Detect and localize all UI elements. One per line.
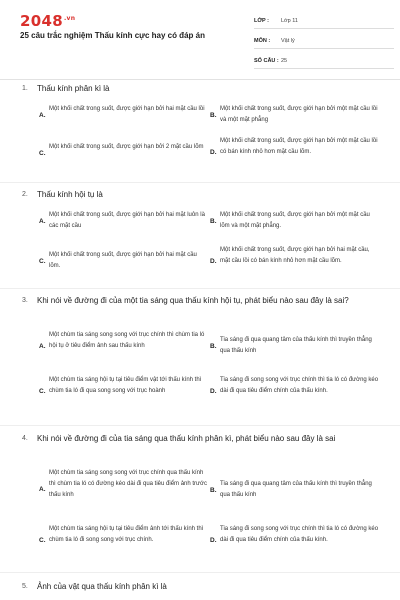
option-label: D. [210,388,217,395]
meta-row-class [254,14,394,29]
document-meta [254,14,394,74]
question-header [22,432,392,445]
question-2 [22,188,392,269]
option-text: Một khối chất trong suốt, được giới hạn bởi một mặt cầu lồi và một mặt phẳng [220,106,378,123]
option-label: A. [39,343,46,350]
option-text: Tia sáng đi song song với trục chính thì tia ló có đường kéo dài đi qua tiêu điểm chính của thấu kính. [220,526,379,543]
question-number: 2. [22,191,28,198]
question-divider [0,288,400,289]
option-label: D. [210,258,217,265]
option-label: B. [210,112,217,119]
option-label: A. [39,486,46,493]
meta-key: SỐ CÂU : [254,58,279,64]
question-5 [22,580,392,593]
meta-key: LỚP : [254,18,269,24]
header-divider [0,79,400,80]
option-text: Một chùm tia sáng song song với trục chính qua thấu kính thì chùm tia ló có đường kéo dài đi qua tiêu điểm ảnh trước thấu kính [49,470,207,498]
question-text: Khi nói về đường đi của tia sáng qua thấu kính phân kì, phát biểu nào sau đây là sai [37,434,336,443]
meta-value: Lớp 11 [281,18,298,24]
question-header [22,294,392,307]
question-1 [22,82,392,157]
option-text: Một chùm tia sáng hội tụ tại tiêu điểm vật tới thấu kính thì chùm tia ló đi qua song song với trục hoành [49,377,202,394]
option-label: B. [210,343,217,350]
option-text: Một chùm tia sáng hội tụ tại tiêu điểm ảnh tới thấu kính thì chùm tia ló đi song song với trục chính. [49,526,204,543]
option-label: B. [210,218,217,225]
question-4 [22,432,392,544]
question-number: 4. [22,435,28,442]
question-text: Ảnh của vật qua thấu kính phân kì là [37,582,167,591]
question-divider [0,572,400,573]
question-divider [0,425,400,426]
question-header [22,580,392,593]
option-label: C. [39,388,46,395]
question-number: 5. [22,583,28,590]
option-label: A. [39,218,46,225]
document-header [0,0,400,78]
option-text: Một khối chất trong suốt, được giới hạn bởi 2 mặt cầu lõm [49,144,204,150]
option-text: Một khối chất trong suốt, được giới hạn bởi một mặt cầu lồi có bán kính nhỏ hơn mặt cầu lõm. [220,138,378,155]
option-text: Một khối chất trong suốt, được giới hạn bởi hai mặt cầu lõm. [49,252,197,269]
question-header [22,82,392,95]
option-text: Tia sáng đi qua quang tâm của thấu kính thì truyền thẳng qua thấu kính [220,337,372,354]
option-label: B. [210,487,217,494]
document-title: 25 câu trắc nghiệm Thấu kính cực hay có đáp án [20,31,205,40]
question-3 [22,294,392,395]
option-text: Một chùm tia sáng song song với trục chính thì chùm tia ló hội tụ ở tiêu điểm ảnh sau thấu kính [49,332,205,349]
option-label: C. [39,150,46,157]
option-text: Một khối chất trong suốt, được giới hạn bởi hai mặt cầu lồi [49,106,205,112]
option-label: C. [39,537,46,544]
question-divider [0,182,400,183]
meta-value: 25 [281,58,288,64]
question-number: 1. [22,85,28,92]
question-text: Thấu kính hội tụ là [37,190,103,199]
meta-value: Vật lý [281,38,295,44]
option-label: D. [210,149,217,156]
option-label: C. [39,258,46,265]
option-label: A. [39,112,46,119]
option-label: D. [210,537,217,544]
logo-tld: .vn [63,15,76,22]
site-logo[interactable] [20,12,75,30]
option-text: Một khối chất trong suốt, được giới hạn bởi một mặt cầu lõm và một mặt phẳng. [220,212,370,229]
meta-row-subject [254,34,394,49]
option-text: Tia sáng đi qua quang tâm của thấu kính thì truyền thẳng qua thấu kính [220,481,372,498]
option-text: Một khối chất trong suốt, được giới hạn bởi hai mặt cầu, mặt cầu lồi có bán kính nhỏ hơn mặt cầu lõm. [220,247,370,264]
option-text: Một khối chất trong suốt, được giới hạn bởi hai mặt luôn là các mặt cầu [49,212,205,229]
question-number: 3. [22,297,28,304]
logo-main: 2048 [20,12,63,30]
question-text: Thấu kính phân kì là [37,84,110,93]
meta-row-count [254,54,394,69]
question-text: Khi nói về đường đi của một tia sáng qua thấu kính hội tụ, phát biểu nào sau đây là sai? [37,296,349,305]
question-header [22,188,392,201]
option-text: Tia sáng đi song song với trục chính thì tia ló có đường kéo dài đi qua tiêu điểm chính của thấu kính. [220,377,379,394]
meta-key: MÔN : [254,38,271,44]
